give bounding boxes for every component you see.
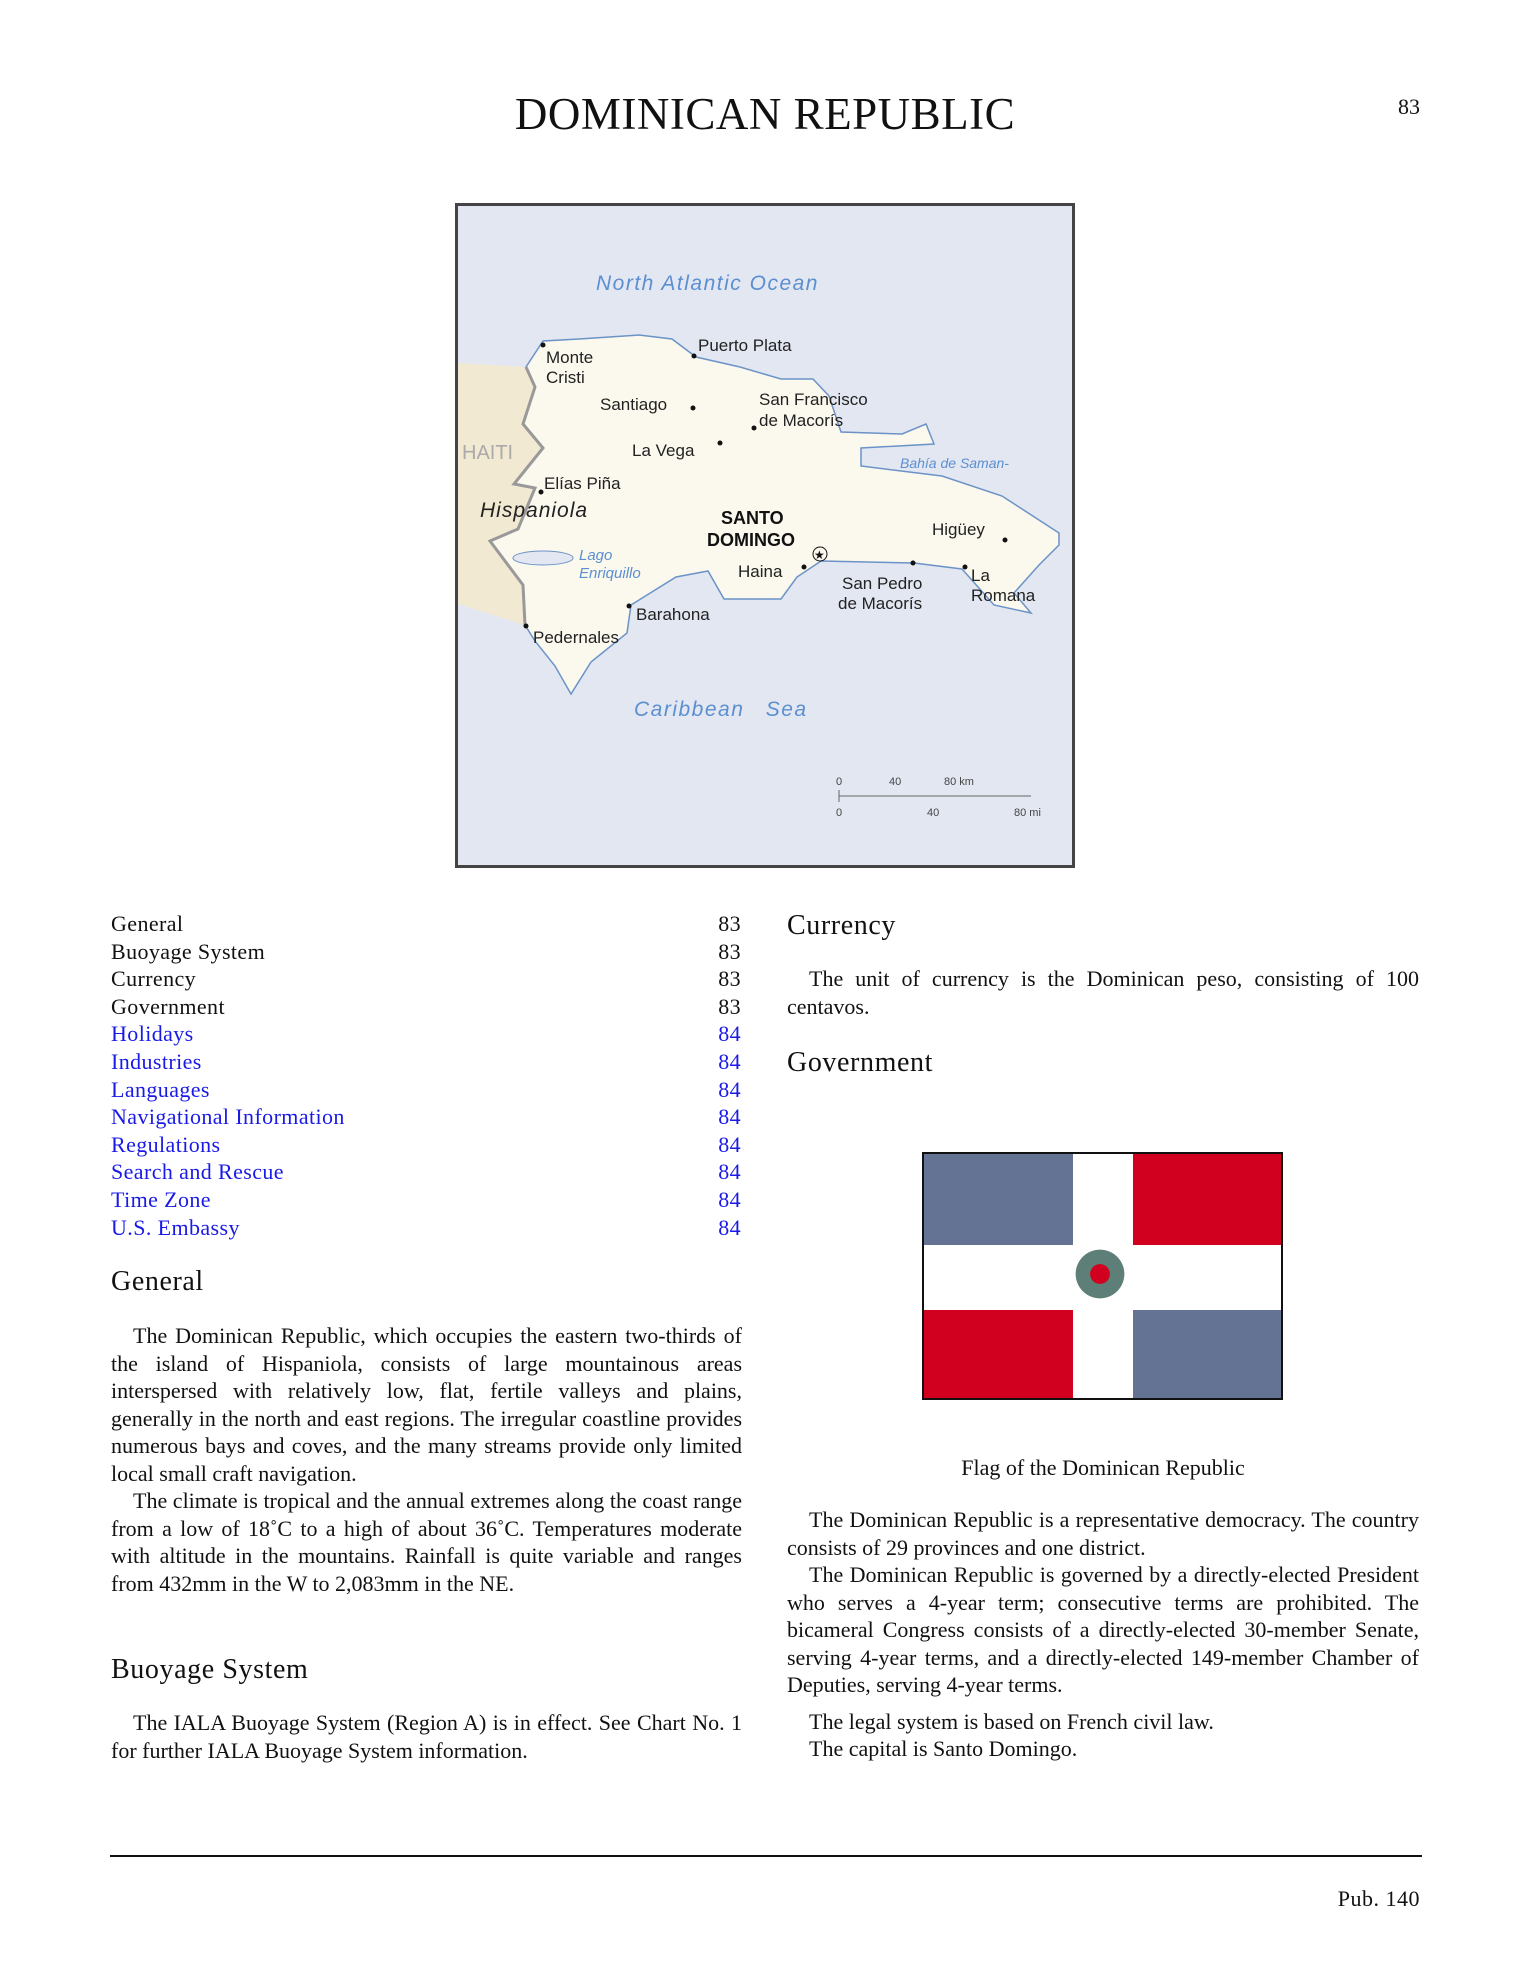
city-la-vega: La Vega	[632, 441, 695, 460]
heading-government: Government	[787, 1047, 933, 1078]
toc-label: Holidays	[111, 1021, 194, 1047]
toc-item	[111, 938, 741, 966]
toc-item[interactable]	[111, 1186, 741, 1214]
toc-page: 83	[718, 911, 741, 936]
label-north-atlantic: North Atlantic Ocean	[596, 272, 819, 295]
label-lake-2: Enriquillo	[579, 565, 641, 582]
toc-page: 84	[718, 1021, 741, 1047]
heading-general: General	[111, 1266, 204, 1297]
toc-page: 83	[718, 993, 741, 1019]
toc-label: U.S. Embassy	[111, 1214, 240, 1240]
country-map	[455, 203, 1075, 868]
city-santiago: Santiago	[600, 395, 668, 414]
label-hispaniola: Hispaniola	[480, 499, 589, 522]
toc-label: Navigational Information	[111, 1104, 345, 1130]
scale-bar	[836, 776, 1041, 819]
paragraph: The Dominican Republic, which occupies the eastern two-thirds of the island of Hispaniola, consists of large mountainous areas interspersed with relatively low, flat, fertile valleys and plains, generally in the north and east regions. The irregular coastline provides numerous bays and coves, and the many streams provide only limited local small craft navigation.	[111, 1323, 742, 1486]
toc-item	[111, 910, 741, 938]
toc-label: Industries	[111, 1048, 202, 1074]
city-pedernales: Pedernales	[533, 628, 620, 647]
label-caribbean: Caribbean Sea	[634, 698, 808, 721]
paragraph: The capital is Santo Domingo.	[809, 1736, 1078, 1761]
government-text	[787, 1506, 1419, 1763]
toc-label: Search and Rescue	[111, 1159, 284, 1185]
toc-label: Government	[111, 993, 225, 1019]
flag-image	[922, 1152, 1283, 1400]
flag-red-quarter	[924, 1310, 1073, 1398]
city-elias-pina: Elías Piña	[544, 474, 621, 493]
lake-shape	[513, 551, 573, 565]
city-la-romana-1: La	[971, 566, 990, 585]
toc-label: General	[111, 911, 184, 936]
toc-label: Languages	[111, 1076, 210, 1102]
paragraph: The legal system is based on French civil law.	[809, 1708, 1214, 1734]
toc-item	[111, 993, 741, 1021]
scale-km-40: 40	[889, 776, 902, 788]
city-san-francisco-2: de Macorís	[759, 411, 844, 430]
toc-page: 84	[718, 1104, 741, 1130]
toc-page: 83	[718, 938, 741, 964]
paragraph: The IALA Buoyage System (Region A) is in effect. See Chart No. 1 for further IALA Buoyage System information.	[111, 1710, 742, 1763]
paragraph: The Dominican Republic is governed by a directly-elected President who serves a 4-year term; consecutive terms are prohibited. The bicameral Congress consists of a directly-elected 30-member Senate, serving 4-year terms, and a directly-elected 149-member Chamber of Deputies, serving 4-year terms.	[787, 1562, 1419, 1697]
city-la-romana-2: Romana	[971, 586, 1036, 605]
city-barahona: Barahona	[636, 605, 710, 624]
svg-text:★: ★	[814, 548, 825, 562]
currency-text	[787, 965, 1419, 1020]
page-number: 83	[1398, 94, 1420, 119]
toc-item[interactable]	[111, 1103, 741, 1131]
city-haina: Haina	[738, 562, 783, 581]
toc-item[interactable]	[111, 1214, 741, 1242]
scale-mi-40: 40	[927, 807, 940, 819]
toc-page: 83	[718, 966, 741, 992]
scale-km-80: 80 km	[944, 776, 974, 788]
flag-blue-quarter	[1133, 1310, 1281, 1398]
city-san-pedro-2: de Macorís	[838, 594, 923, 613]
toc-item[interactable]	[111, 1131, 741, 1159]
scale-mi-80: 80 mi	[1014, 807, 1041, 819]
scale-mi-0: 0	[836, 807, 843, 819]
city-san-pedro-1: San Pedro	[842, 574, 923, 593]
footer-divider	[110, 1855, 1422, 1857]
toc-label: Currency	[111, 966, 197, 992]
heading-buoyage: Buoyage System	[111, 1654, 309, 1685]
toc-page: 84	[718, 1214, 741, 1240]
heading-currency: Currency	[787, 910, 896, 941]
city-puerto-plata: Puerto Plata	[698, 336, 792, 355]
table-of-contents	[111, 910, 741, 1241]
city-monte-cristi-1: Monte	[546, 348, 594, 367]
scale-km-0: 0	[836, 776, 843, 788]
toc-label: Regulations	[111, 1131, 221, 1157]
label-bay: Bahía de Saman-	[900, 455, 1009, 471]
paragraph: The climate is tropical and the annual extremes along the coast range from a low of 18˚C to a high of about 36˚C. Temperatures moderate with altitude in the mountains. Rainfall is quite variable and ranges from 432mm in the W to 2,083mm in the NE.	[111, 1488, 742, 1596]
toc-item[interactable]	[111, 1020, 741, 1048]
publication-label: Pub. 140	[1337, 1886, 1420, 1911]
toc-label: Time Zone	[111, 1186, 211, 1212]
toc-page: 84	[718, 1076, 741, 1102]
label-lake-1: Lago	[579, 547, 613, 564]
label-haiti: HAITI	[462, 442, 514, 464]
flag-caption: Flag of the Dominican Republic	[961, 1455, 1245, 1480]
city-monte-cristi-2: Cristi	[546, 368, 585, 387]
toc-label: Buoyage System	[111, 938, 266, 964]
toc-item[interactable]	[111, 1076, 741, 1104]
capital-label-2: DOMINGO	[707, 530, 795, 550]
flag-blue-quarter	[924, 1154, 1073, 1245]
capital-label-1: SANTO	[721, 508, 784, 528]
city-san-francisco-1: San Francisco	[759, 390, 868, 409]
general-text	[111, 1322, 742, 1597]
toc-item[interactable]	[111, 1158, 741, 1186]
coat-of-arms-icon	[1070, 1242, 1130, 1306]
toc-page: 84	[718, 1159, 741, 1185]
city-higuey: Higüey	[932, 520, 985, 539]
paragraph: The unit of currency is the Dominican peso, consisting of 100 centavos.	[787, 966, 1419, 1019]
flag-red-quarter	[1133, 1154, 1281, 1245]
toc-item[interactable]	[111, 1048, 741, 1076]
toc-item	[111, 965, 741, 993]
toc-page: 84	[718, 1186, 741, 1212]
map-svg	[458, 206, 1072, 865]
page-title: DOMINICAN REPUBLIC	[514, 89, 1016, 139]
toc-page: 84	[718, 1048, 741, 1074]
toc-page: 84	[718, 1131, 741, 1157]
buoyage-text	[111, 1709, 742, 1764]
paragraph: The Dominican Republic is a representative democracy. The country consists of 29 provinces and one district.	[787, 1507, 1419, 1560]
